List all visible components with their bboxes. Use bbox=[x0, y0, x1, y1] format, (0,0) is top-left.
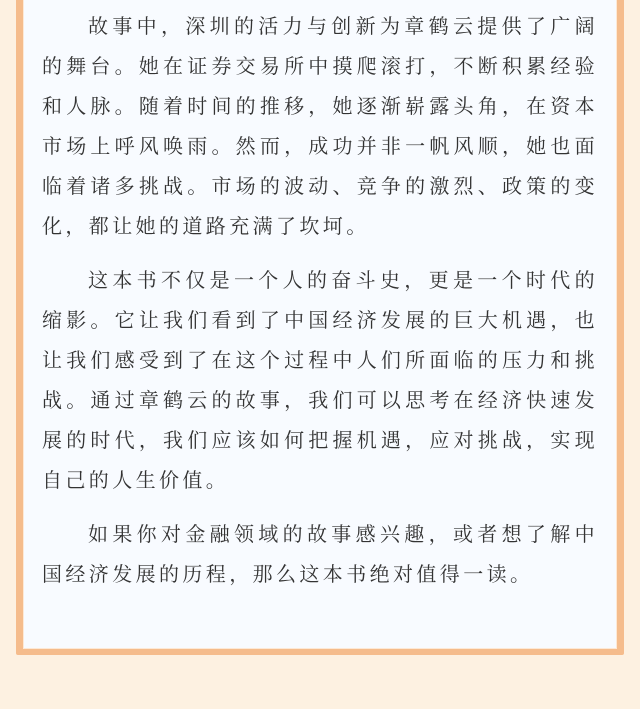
article-paragraph-2: 这本书不仅是一个人的奋斗史，更是一个时代的缩影。它让我们看到了中国经济发展的巨大机遇，也让我们感受到了在这个过程中人们所面临的压力和挑战。通过章鹤云的故事，我们可以思考在经济快速发展的时代，我们应该如何把握机遇，应对挑战，实现自己的人生价值。 bbox=[42, 268, 598, 492]
article-paragraph-1: 故事中，深圳的活力与创新为章鹤云提供了广阔的舞台。她在证券交易所中摸爬滚打，不断积累经验和人脉。随着时间的推移，她逐渐崭露头角，在资本市场上呼风唤雨。然而，成功并非一帆风顺，她也面临着诸多挑战。市场的波动、竞争的激烈、政策的变化，都让她的道路充满了坎坷。 bbox=[42, 14, 598, 238]
article-paragraph-3: 如果你对金融领域的故事感兴趣，或者想了解中国经济发展的历程，那么这本书绝对值得一读。 bbox=[42, 522, 598, 586]
